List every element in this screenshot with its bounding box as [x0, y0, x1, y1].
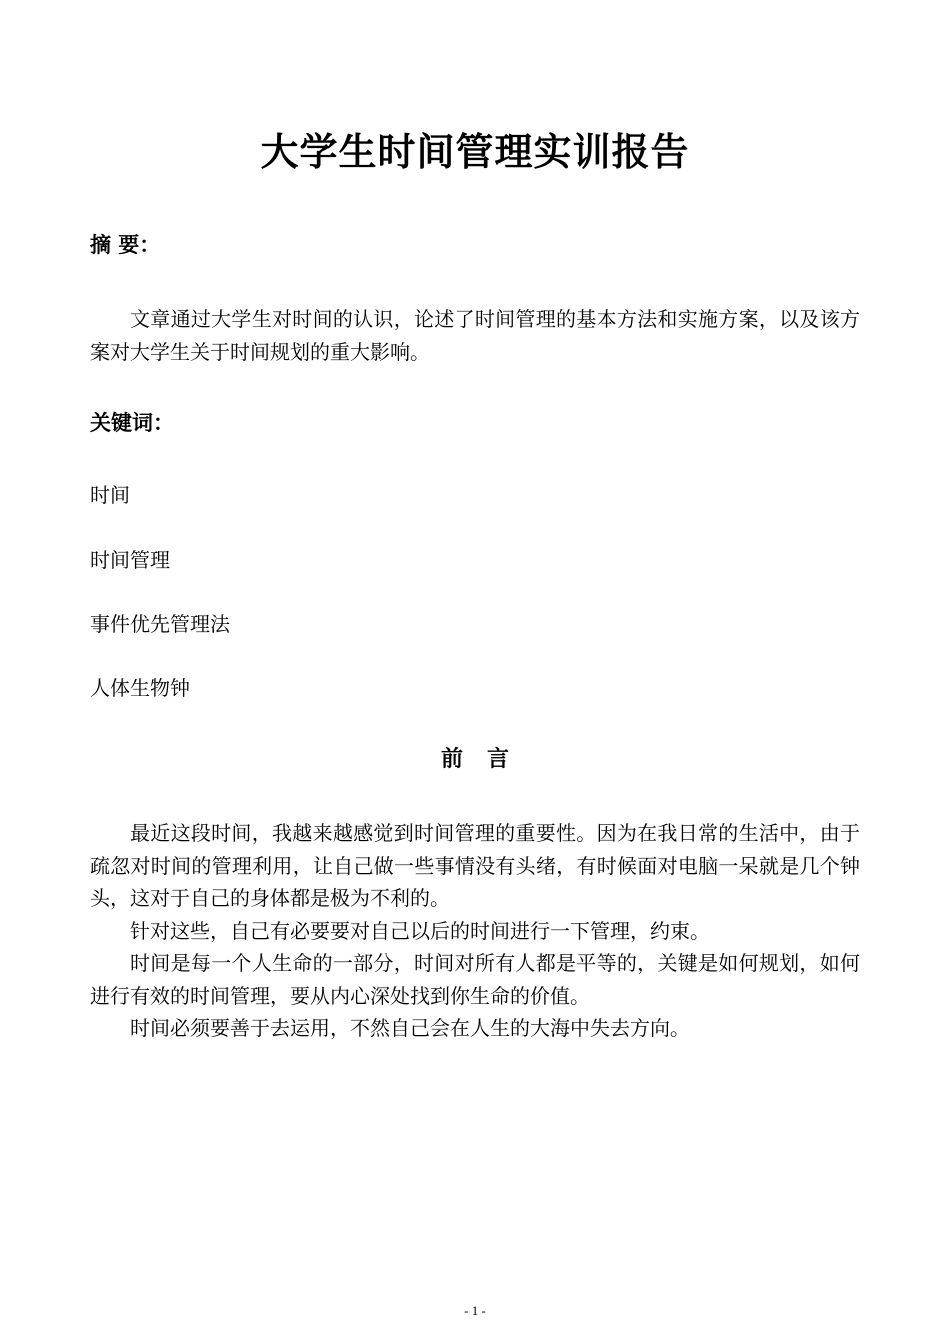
keyword-item: 事件优先管理法: [90, 612, 230, 636]
keyword-item: 时间管理: [90, 548, 170, 572]
keyword-item: 时间: [90, 483, 130, 507]
keywords-heading: 关键词：: [90, 411, 174, 435]
abstract-heading: 摘 要：: [90, 233, 161, 257]
preface-paragraph: 针对这些，自己有必要要对自己以后的时间进行一下管理，约束。: [130, 919, 710, 943]
preface-paragraph: 时间必须要善于去运用，不然自己会在人生的大海中失去方向。: [130, 1016, 690, 1040]
page-number: - 1 -: [464, 1303, 486, 1318]
preface-paragraph: 时间是每一个人生命的一部分，时间对所有人都是平等的，关键是如何规划，如何进行有效的时间管理，要从内心深处找到你生命的价值。: [90, 951, 860, 1008]
abstract-text: 文章通过大学生对时间的认识，论述了时间管理的基本方法和实施方案，以及该方案对大学生关于时间规划的重大影响。: [90, 307, 860, 364]
keyword-item: 人体生物钟: [90, 676, 190, 700]
preface-paragraph: 最近这段时间，我越来越感觉到时间管理的重要性。因为在我日常的生活中，由于疏忽对时间的管理利用，让自己做一些事情没有头绪，有时候面对电脑一呆就是几个钟头，这对于自己的身体都是极为不利的。: [90, 821, 860, 910]
preface-heading: 前言: [440, 747, 533, 772]
document-title: 大学生时间管理实训报告: [260, 130, 690, 174]
